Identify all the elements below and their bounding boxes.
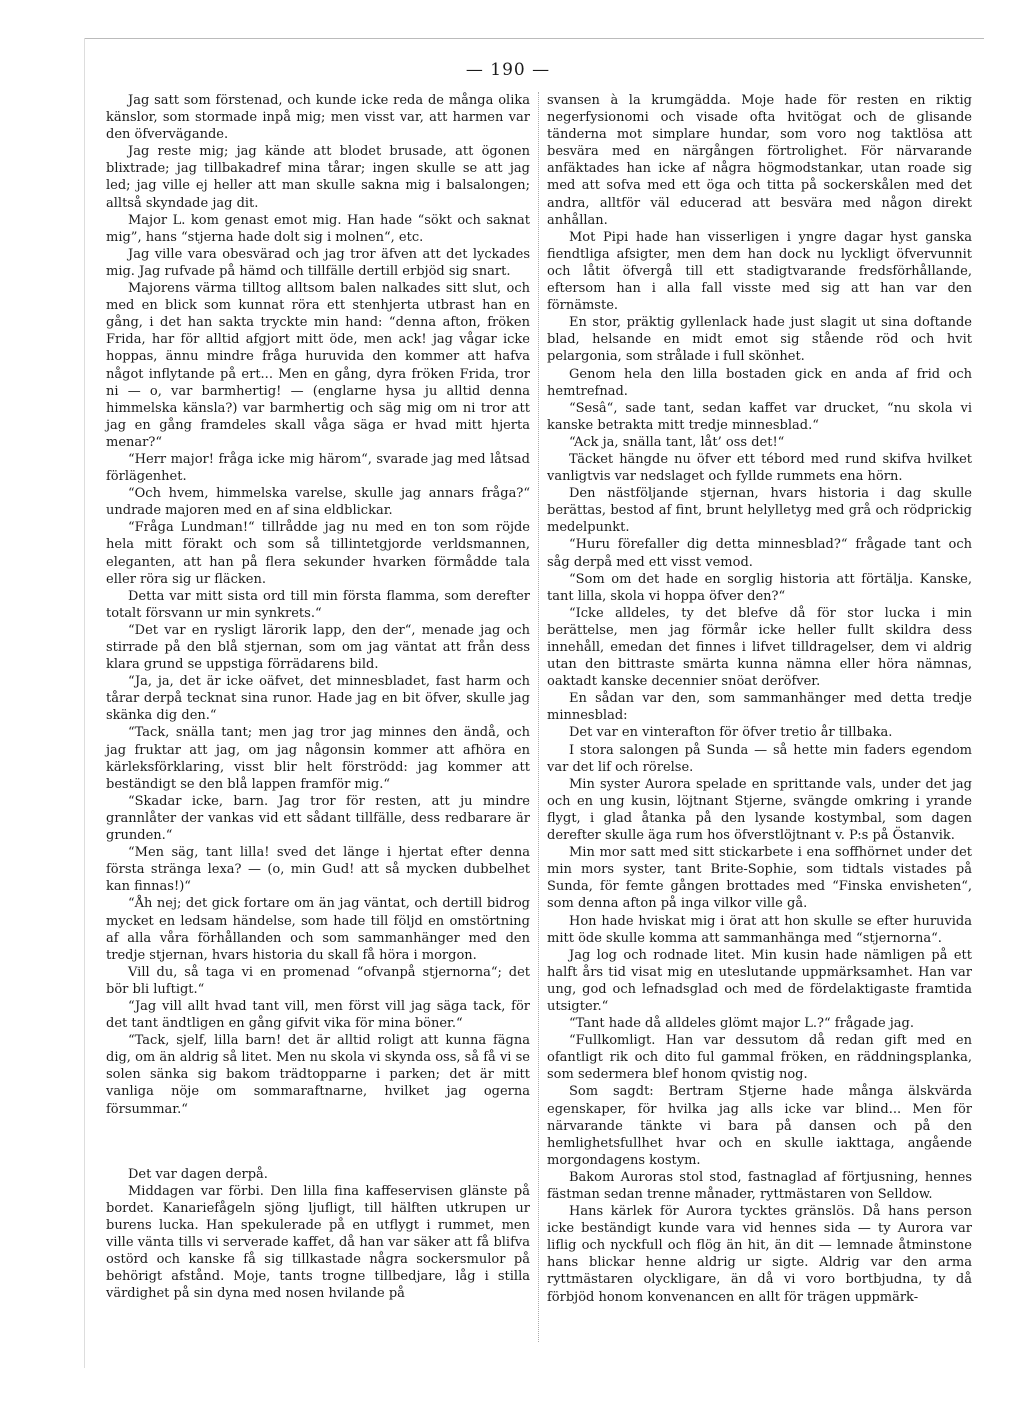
- paragraph: Det var en vinterafton för öfver tretio år tillbaka.: [569, 725, 893, 741]
- left-column-top-section: [106, 92, 530, 1118]
- paragraph: “Icke alldeles, ty det blefve då för stor lucka i min berättelse, men jag förmår icke heller fullt skildra dess innehåll, emedan det finnes i lifvet tilldragelser, dem vi aldrig utan den bittraste smärta kunna nämna eller höra nämnas, oaktadt kanske decennier snöat deröfver.: [547, 605, 972, 690]
- paragraph: “Fråga Lundman!“ tillrådde jag nu med en ton som röjde hela mitt förakt och som så tillintetgjorde verldsmannen, eleganten, att han på flera sekunder hvarken förmådde tala eller röra sig ur fläcken.: [106, 520, 530, 587]
- paragraph: Detta var mitt sista ord till min första flamma, som derefter totalt försvann ur min synkrets.“: [106, 588, 530, 621]
- paragraph: Jag ville vara obesvärad och jag tror äfven att det lyckades mig. Jag rufvade på hämd och tillfälle dertill erbjöd sig snart.: [106, 246, 530, 279]
- paragraph: Täcket hängde nu öfver ett tébord med rund skifva hvilket vanligtvis var nedslaget och fyllde rummets ena hörn.: [547, 451, 972, 485]
- paragraph: “Tack, sjelf, lilla barn! det är alltid roligt att kunna fägna dig, om än aldrig så litet. Men nu skola vi skynda oss, så få vi se solen sänka sig bakom trädtopparne i parken; det är mitt vanliga nöje om sommaraftnarne, hvilket jag ogerna försummar.“: [106, 1033, 530, 1117]
- paragraph: Min mor satt med sitt stickarbete i ena soffhörnet under det min mors syster, tant Brite-Sophie, som tidtals vistades på Sunda, för femte gången brottades med “Finska envisheten“, som denna afton på inga vilkor ville gå.: [547, 845, 972, 912]
- paragraph: “Jag vill allt hvad tant vill, men först vill jag säga tack, för det tant ändtligen en gång gifvit vika för mina böner.“: [106, 998, 530, 1032]
- paragraph: Hans kärlek för Aurora tycktes gränslös. Då hans person icke beständigt kunde vara vid hennes sida — ty Aurora var liflig och nyckfull och flög än hit, än dit — lemnade åtminstone hans blickar henne aldrig ur sigte. Aldrig var den arma ryttmästaren olyckligare, än då vi voro bortbjudna, ty då förbjöd honom konvenancen en allt för trägen uppmärk-: [547, 1204, 972, 1305]
- paragraph: Den nästföljande stjernan, hvars historia i dag skulle berättas, bestod af fint, brunt helylletyg med grå och rödprickig medelpunkt.: [547, 486, 972, 536]
- paragraph: Middagen var förbi. Den lilla fina kaffeservisen glänste på bordet. Kanariefågeln sjöng ljufligt, till hälften utkrupen ur burens lucka. Han spekulerade på en utflygt i rummet, men ville vänta tills vi serverade kaffet, då han var säker att få blifva ostörd och kanske få sig tillkastade några sockersmulor på behörigt afstånd. Moje, tants trogne tillbedjare, låg i stilla värdighet på sin dyna med nosen hvilande på: [106, 1183, 530, 1302]
- paragraph: svansen à la krumgädda. Moje hade för resten en riktig negerfysionomi och visade ofta hvitögat och de glisande tänderna mot simplare hundar, som voro nog taktlösa att besvära med en närgången förtrolighet. För närvarande anfäktades han icke af några högmodstankar, utan roade sig med att sofva med ett öga och titta på sockerskålen med det andra, alltför väl educerad att besvära med någon direkt anhållan.: [547, 93, 972, 228]
- paragraph: En sådan var den, som sammanhänger med detta tredje minnesblad:: [547, 691, 972, 724]
- column-divider: [538, 92, 539, 1342]
- paragraph: Min syster Aurora spelade en sprittande vals, under det jag och en ung kusin, löjtnant Stjerne, svängde omkring i yrande flygt, i glad åtanka på den lysande kostymbal, som dagen derefter skulle äga rum hos öfverstlöjtnant v. P:s på Östanvik.: [547, 776, 972, 844]
- paragraph: “Det var en rysligt lärorik lapp, den der“, menade jag och stirrade på den blå stjernan, som om jag väntat att från dess klara grund se uppstiga förrädarens bild.: [106, 622, 530, 673]
- paragraph: Mot Pipi hade han visserligen i yngre dagar hyst ganska fiendtliga afsigter, men dem han dock nu lyckligt öfvervunnit och låtit öfvergå till ett stadigtvarande fredsförhållande, eftersom han i alla fall visste med sig att han var den förnämste.: [547, 229, 972, 314]
- paragraph: “Men säg, tant lilla! sved det länge i hjertat efter denna första stränga lexa? — (o, min Gud! att så mycken dubbelhet kan finnas!)“: [106, 845, 530, 895]
- paragraph: “Och hvem, himmelska varelse, skulle jag annars fråga?“ undrade majoren med en af sina eldblickar.: [106, 486, 530, 519]
- paragraph: “Ack ja, snälla tant, låt’ oss det!“: [569, 434, 785, 450]
- paragraph: En stor, präktig gyllenlack hade just slagit ut sina doftande blad, helsande en midt emot sig stående röd och hvit pelargonia, som strålade i full skönhet.: [547, 315, 972, 365]
- paragraph: “Skadar icke, barn. Jag tror för resten, att ju mindre grannlåter der vankas vid ett sådant tillfälle, dess redbarare är grunden.“: [106, 793, 530, 844]
- paragraph: “Ja, ja, det är icke oäfvet, det minnesbladet, fast harm och tårar derpå tecknat sina runor. Hade jag en bit öfver, skulle jag skänka dig den.“: [106, 674, 530, 724]
- page-frame-top: [84, 38, 984, 39]
- paragraph: Som sagdt: Bertram Stjerne hade många älskvärda egenskaper, för hvilka jag alls icke var blind... Men för närvarande tänkte vi bara på dansen och på den hemlighetsfullhet hvar och en skulle iakttaga, angående morgondagens kostym.: [547, 1084, 972, 1168]
- paragraph: “Fullkomligt. Han var dessutom då redan gift med en ofantligt rik och dito ful gammal fröken, en räddningsplanka, som sedermera blef honom qvistig nog.: [547, 1033, 972, 1083]
- paragraph: Hon hade hviskat mig i örat att hon skulle se efter huruvida mitt öde skulle komma att sammanhänga med “stjernorna“.: [547, 913, 972, 946]
- left-column: [106, 92, 530, 1302]
- right-column: [547, 92, 972, 1306]
- paragraph: Jag log och rodnade litet. Min kusin hade nämligen på ett halft års tid visat mig en uteslutande uppmärksamhet. Han var ung, god och lefnadsglad och med de fördelaktigaste framtida utsigter.“: [547, 947, 972, 1014]
- paragraph: “Åh nej; det gick fortare om än jag väntat, och dertill bidrog mycket en ledsam händelse, som hade till följd en omstörtning af alla våra förhållanden och som sammanhänger med den tredje stjernan, hvars historia du skall få höra i morgon.: [106, 896, 530, 963]
- paragraph: “Tant hade då alldeles glömt major L.?“ frågade jag.: [569, 1016, 915, 1032]
- left-column-bottom-section: [106, 1166, 530, 1303]
- paragraph: Jag reste mig; jag kände att blodet brusade, att ögonen blixtrade; jag tillbakadref mina tårar; ingen skulle se att jag led; jag ville ej heller att man skulle sakna mig i balsalongen; alltså skyndade jag dit.: [106, 144, 530, 211]
- paragraph: Jag satt som förstenad, och kunde icke reda de många olika känslor, som stormade inpå mig; men visst var, att harmen var den öfvervägande.: [106, 93, 530, 143]
- paragraph: “Herr major! fråga icke mig härom“, svarade jag med låtsad förlägenhet.: [106, 451, 530, 485]
- paragraph: Det var dagen derpå.: [128, 1166, 268, 1182]
- paragraph: Genom hela den lilla bostaden gick en anda af frid och hemtrefnad.: [547, 366, 972, 399]
- paragraph: Bakom Auroras stol stod, fastnaglad af förtjusning, hennes fästman sedan trenne månader, ryttmästaren von Selldow.: [547, 1169, 972, 1202]
- paragraph: Major L. kom genast emot mig. Han hade “sökt och saknat mig”, hans “stjerna hade dolt sig i molnen“, etc.: [106, 212, 530, 245]
- paragraph: “Tack, snälla tant; men jag tror jag minnes den ändå, och jag fruktar att jag, om jag någonsin kommer att afhöra en kärleksförklaring, visst blir helt förströdd: jag kommer att beständigt se den blå lappen framför mig.“: [106, 725, 530, 792]
- section-break: [106, 1118, 530, 1166]
- paragraph: “Huru förefaller dig detta minnesblad?“ frågade tant och såg derpå med ett visst vemod.: [547, 537, 972, 570]
- paragraph: “Som om det hade en sorglig historia att förtälja. Kanske, tant lilla, skola vi hoppa öfver den?“: [547, 571, 972, 604]
- page-frame-left: [84, 38, 85, 1368]
- paragraph: I stora salongen på Sunda — så hette min faders egendom var det lif och rörelse.: [547, 742, 972, 775]
- page-number: — 190 —: [465, 60, 551, 80]
- paragraph: Vill du, så taga vi en promenad “ofvanpå stjernorna“; det bör bli luftigt.“: [106, 964, 530, 997]
- paragraph: Majorens värma tilltog alltsom balen nalkades sitt slut, och med en blick som kunnat röra ett stenhjerta utbrast han en gång, i det han sakta tryckte min hand: “denna afton, fröken Frida, har för alltid afgjort mitt öde, men ack! jag vågar icke hoppas, ännu mindre fråga huruvida den kommer att hafva något inflytande på ert... Men en gång, dyra fröken Frida, tror ni — o, var barmhertig! — (englarne hysa ju alltid denna himmelska känsla?) var barmhertig och säg mig om ni tror att jag en gång framdeles skall våga säga er hvad mitt hjerta menar?“: [106, 281, 530, 450]
- paragraph: “Sesâ“, sade tant, sedan kaffet var drucket, “nu skola vi kanske betrakta mitt tredje minnesblad.“: [547, 400, 972, 433]
